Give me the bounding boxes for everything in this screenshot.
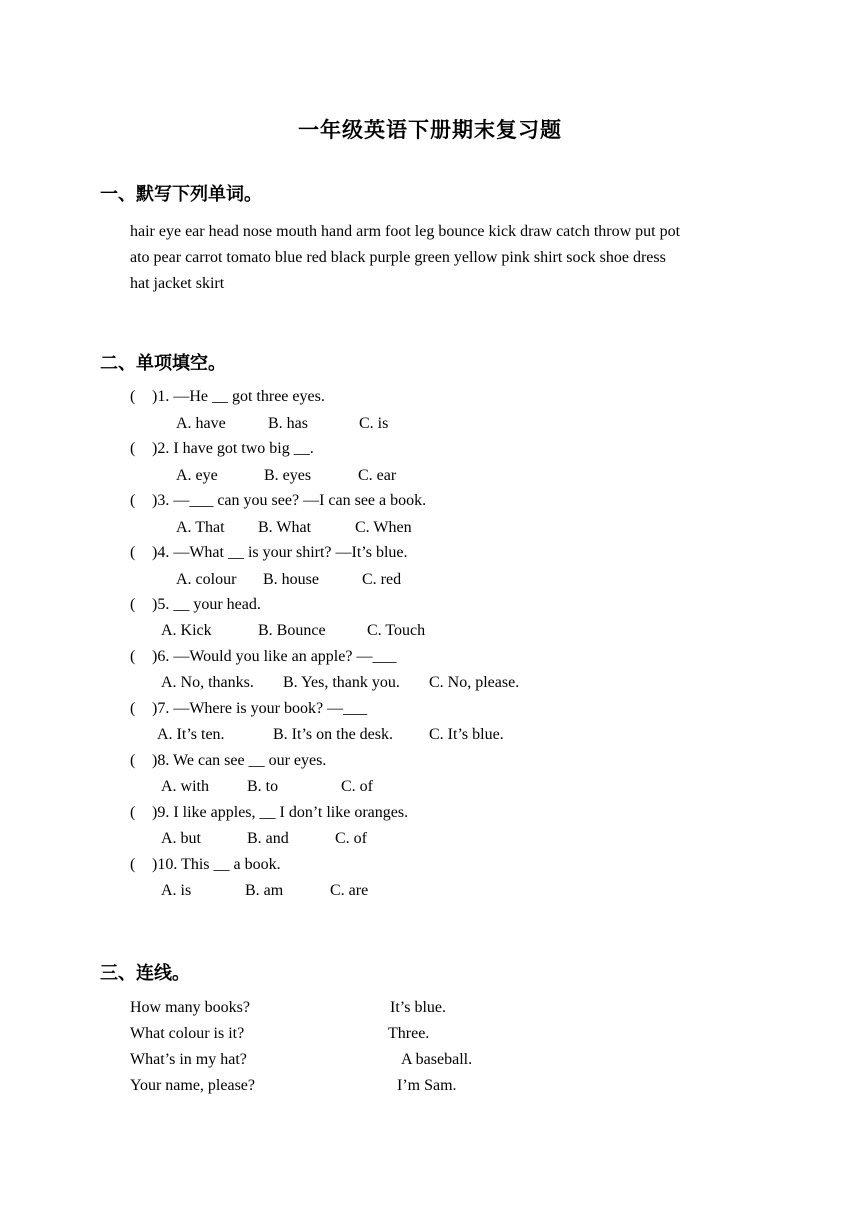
section1-heading: 一、默写下列单词。 <box>100 184 262 205</box>
option-c: C. is <box>359 415 389 432</box>
question-stem <box>130 648 396 666</box>
answer-paren[interactable]: ( <box>130 388 136 405</box>
option-b: B. What <box>258 519 312 536</box>
option-a: A. is <box>161 882 192 899</box>
option-b: B. It’s on the desk. <box>273 726 393 743</box>
option-b: B. am <box>245 882 284 899</box>
option-b: B. house <box>263 571 319 588</box>
question-text: )1. —He __ got three eyes. <box>152 388 325 405</box>
match-answer: It’s blue. <box>390 999 446 1016</box>
question-stem <box>130 856 281 874</box>
option-c: C. When <box>355 519 412 536</box>
word-list <box>130 219 740 297</box>
option-a: A. It’s ten. <box>157 726 225 743</box>
word-line: ato pear carrot tomato blue red black purple green yellow pink shirt sock shoe dress <box>130 249 666 266</box>
question-stem <box>130 804 408 822</box>
answer-paren[interactable]: ( <box>130 440 136 457</box>
option-b: B. has <box>268 415 308 432</box>
question-text: )7. —Where is your book? —___ <box>152 700 368 717</box>
question-stem <box>130 492 426 510</box>
option-b: B. and <box>247 830 289 847</box>
question-text: )8. We can see __ our eyes. <box>152 752 327 769</box>
page-title: 一年级英语下册期末复习题 <box>298 118 562 142</box>
option-a: A. eye <box>176 467 218 484</box>
question-text: )3. —___ can you see? —I can see a book. <box>152 492 427 509</box>
answer-paren[interactable]: ( <box>130 700 136 717</box>
match-question: What colour is it? <box>130 1025 245 1042</box>
word-line: hair eye ear head nose mouth hand arm foot leg bounce kick draw catch throw put pot <box>130 223 681 240</box>
match-question: What’s in my hat? <box>130 1051 247 1068</box>
answer-paren[interactable]: ( <box>130 596 136 613</box>
option-c: C. of <box>341 778 373 795</box>
section3-heading: 三、连线。 <box>100 963 190 984</box>
option-a: A. That <box>176 519 225 536</box>
option-c: C. of <box>335 830 367 847</box>
option-c: C. Touch <box>367 622 426 639</box>
question-stem <box>130 544 408 562</box>
option-b: B. eyes <box>264 467 312 484</box>
option-c: C. red <box>362 571 402 588</box>
option-c: C. ear <box>358 467 397 484</box>
question-stem <box>130 700 367 718</box>
option-b: B. Yes, thank you. <box>283 674 400 691</box>
question-text: )4. —What __ is your shirt? —It’s blue. <box>152 544 408 561</box>
section2-heading: 二、单项填空。 <box>100 353 226 374</box>
answer-paren[interactable]: ( <box>130 804 136 821</box>
option-a: A. but <box>161 830 201 847</box>
question-text: )5. __ your head. <box>152 596 261 613</box>
question-stem <box>130 596 261 614</box>
match-answer: Three. <box>388 1025 430 1042</box>
answer-paren[interactable]: ( <box>130 544 136 561</box>
question-stem <box>130 388 325 406</box>
option-a: A. with <box>161 778 209 795</box>
option-c: C. are <box>330 882 369 899</box>
match-question: Your name, please? <box>130 1077 256 1094</box>
question-stem <box>130 752 326 770</box>
option-a: A. have <box>176 415 226 432</box>
option-b: B. Bounce <box>258 622 326 639</box>
option-a: A. colour <box>176 571 237 588</box>
match-question: How many books? <box>130 999 250 1016</box>
option-c: C. No, please. <box>429 674 520 691</box>
option-b: B. to <box>247 778 279 795</box>
answer-paren[interactable]: ( <box>130 648 136 665</box>
question-text: )10. This __ a book. <box>152 856 281 873</box>
match-answer: A baseball. <box>401 1051 473 1068</box>
question-text: )6. —Would you like an apple? —___ <box>152 648 397 665</box>
word-line: hat jacket skirt <box>130 275 225 292</box>
option-c: C. It’s blue. <box>429 726 504 743</box>
question-text: )9. I like apples, __ I don’t like oranges. <box>152 804 409 821</box>
option-a: A. No, thanks. <box>161 674 254 691</box>
answer-paren[interactable]: ( <box>130 492 136 509</box>
question-stem <box>130 440 314 458</box>
question-text: )2. I have got two big __. <box>152 440 314 457</box>
match-answer: I’m Sam. <box>397 1077 457 1094</box>
option-a: A. Kick <box>161 622 212 639</box>
answer-paren[interactable]: ( <box>130 856 136 873</box>
answer-paren[interactable]: ( <box>130 752 136 769</box>
